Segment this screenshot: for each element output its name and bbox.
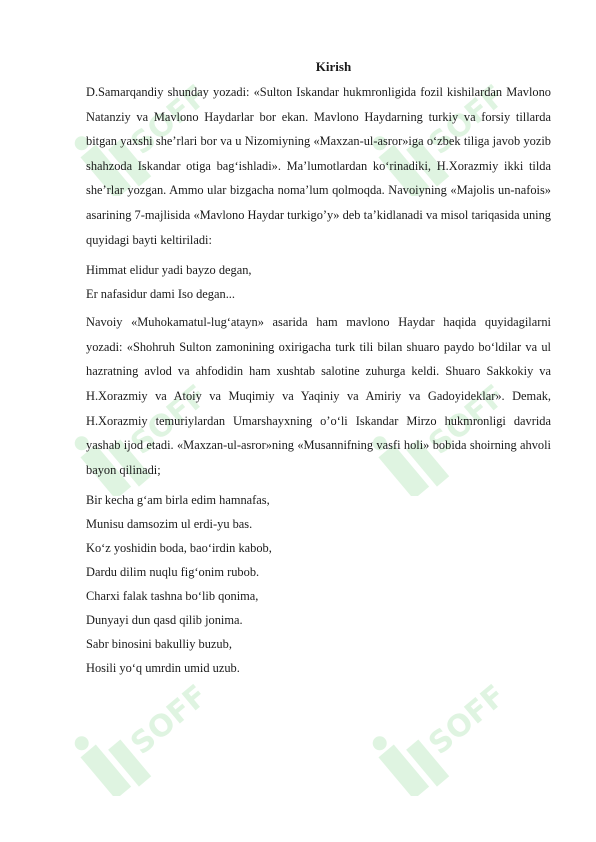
verse-line: Hosili yo‘q umrdin umid uzub.	[86, 661, 240, 676]
verse-line: Dardu dilim nuqlu fig‘onim rubob.	[86, 565, 260, 580]
svg-text:SOFF: SOFF	[422, 678, 510, 762]
verse-line: Sabr binosini bakulliy buzub,	[86, 637, 232, 652]
verse-block-1	[86, 258, 551, 306]
svg-text:SOFF: SOFF	[124, 378, 212, 462]
watermark-logo	[360, 676, 510, 796]
svg-text:SOFF: SOFF	[124, 78, 212, 162]
verse-line: Ko‘z yoshidin boda, bao‘irdin kabob,	[86, 541, 272, 556]
svg-text:SOFF: SOFF	[422, 378, 510, 462]
document-body	[86, 58, 551, 684]
page-title: Kirish	[315, 59, 352, 74]
watermark-logo	[62, 676, 212, 796]
verse-line: Dunyayi dun qasd qilib jonima.	[86, 613, 243, 628]
verse-line: Munisu damsozim ul erdi-yu bas.	[86, 517, 253, 532]
verse-line: Bir kecha g‘am birla edim hamnafas,	[86, 493, 270, 508]
verse-line: Himmat elidur yadi bayzo degan,	[86, 263, 252, 278]
svg-text:SOFF: SOFF	[422, 78, 510, 162]
svg-text:SOFF: SOFF	[124, 678, 212, 762]
verse-line: Er nafasidur dami Iso degan...	[86, 287, 235, 302]
verse-block-2	[86, 488, 551, 680]
paragraph-2: Navoiy «Muhokamatul-lug‘atayn» asarida ham mavlono Haydar haqida quyidagilarni yozadi: «Shohruh Sulton zamonining oxirigacha turk tili bilan shuaro paydo bo‘ldilar va ul hazratning avlod va ahfodidin ham xushtab salotine zuhurga keldi. Shuaro Sakkokiy va H.Xorazmiy va Atoiy va Muqimiy va Yaqiniy va Amiriy va Gadoyideklar». Demak, H.Xorazmiy temuriylardan Umarshayxning o’o‘li Iskandar Mirzo hukmronligi davrida yashab ijod etadi. «Maxzan-ul-asror»ning «Musannifning vasfi holi» bobida shoirning ahvoli bayon qilinadi;	[86, 315, 551, 477]
verse-line: Charxi falak tashna bo‘lib qonima,	[86, 589, 259, 604]
paragraph-1: D.Samarqandiy shunday yozadi: «Sulton Iskandar hukmronligida fozil kishilardan Mavlono Natanziy va Mavlono Haydarlar bor ekan. Mavlono Haydarning turkiy va forsiy tillarda bitgan yaxshi she’rlari bor va u Nizomiyning «Maxzan-ul-asror»iga o‘zbek tiliga javob yozib shahzoda Iskandar otiga bag‘ishladi». Ma’lumotlardan ko‘rinadiki, H.Xorazmiy ikki tilda she’rlar yozgan. Ammo ular bizgacha noma’lum qolmoqda. Navoiyning «Majolis un-nafois» asarining 7-majlisida «Mavlono Haydar turkigo’y» deb ta’kidlanadi va misol tariqasida uning quyidagi bayti keltiriladi:	[86, 85, 551, 247]
